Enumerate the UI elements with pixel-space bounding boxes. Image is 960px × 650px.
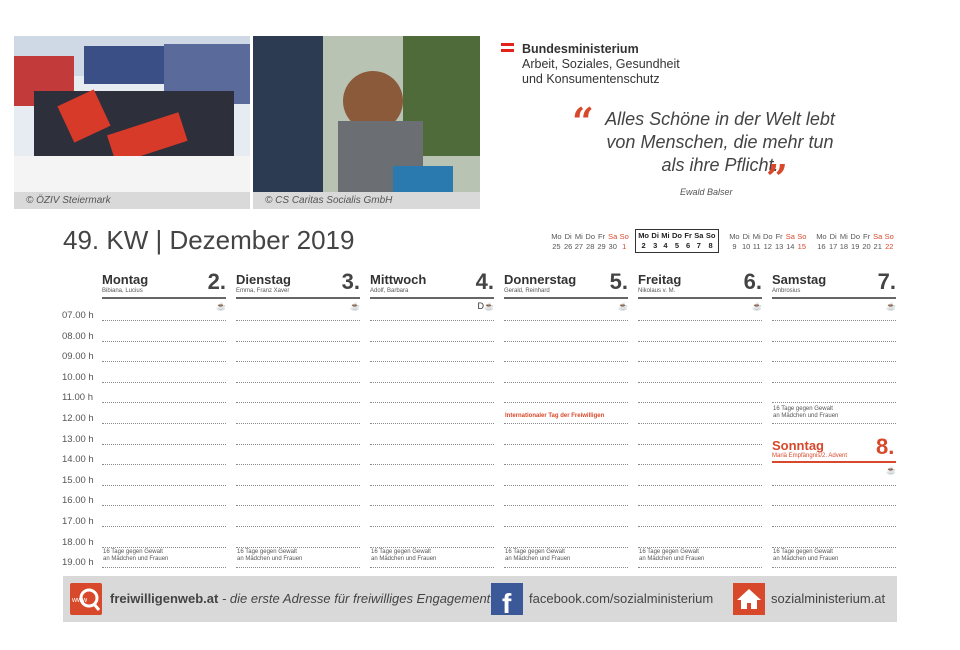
- time-slot[interactable]: [504, 361, 628, 362]
- time-slot[interactable]: [370, 464, 494, 465]
- time-slot[interactable]: [102, 505, 226, 506]
- time-slot[interactable]: [370, 567, 494, 568]
- time-slot[interactable]: [370, 361, 494, 362]
- time-slot[interactable]: [236, 423, 360, 424]
- campaign-note: 16 Tage gegen Gewalt an Mädchen und Frauen: [773, 549, 839, 562]
- time-slot[interactable]: [772, 402, 896, 403]
- campaign-note: 16 Tage gegen Gewalt an Mädchen und Frauen: [103, 549, 169, 562]
- day-number: 5.: [609, 269, 628, 294]
- time-slot[interactable]: [504, 320, 628, 321]
- day-name: Donnerstag: [504, 272, 577, 287]
- sunday-saint: Mariä Empfängnis/2. Advent: [772, 453, 848, 459]
- site1-brand: freiwilligenweb.at: [110, 591, 219, 606]
- time-slot[interactable]: [236, 547, 360, 548]
- day-underline: [504, 297, 628, 299]
- day-underline: [236, 297, 360, 299]
- time-slot[interactable]: [370, 382, 494, 383]
- svg-text:f: f: [502, 588, 512, 615]
- time-slot[interactable]: [772, 423, 896, 424]
- time-slot[interactable]: [504, 567, 628, 568]
- time-slot[interactable]: [370, 505, 494, 506]
- time-slot[interactable]: [504, 444, 628, 445]
- time-slot[interactable]: [638, 444, 762, 445]
- campaign-note: 16 Tage gegen Gewalt an Mädchen und Frauen: [237, 549, 303, 562]
- time-slot[interactable]: [772, 341, 896, 342]
- time-slot[interactable]: [102, 444, 226, 445]
- campaign-note-saturday: 16 Tage gegen Gewalt an Mädchen und Frauen: [773, 406, 839, 419]
- time-slot[interactable]: [236, 526, 360, 527]
- time-slot[interactable]: [772, 526, 896, 527]
- mini-calendar-current: Mo Di Mi Do Fr Sa So 2 3 4 5 6 7 8: [635, 229, 719, 253]
- time-slot[interactable]: [638, 485, 762, 486]
- sozialministerium-link[interactable]: sozialministerium.at: [771, 591, 886, 606]
- time-slot[interactable]: [102, 402, 226, 403]
- sunday-underline: [772, 461, 896, 463]
- day-name: Dienstag: [236, 272, 291, 287]
- time-slot[interactable]: [638, 423, 762, 424]
- day-number: 6.: [743, 269, 762, 294]
- hour-label: 11.00 h: [62, 392, 93, 403]
- time-slot[interactable]: [102, 341, 226, 342]
- day-underline: [772, 297, 896, 299]
- hour-label: 15.00 h: [62, 475, 94, 486]
- time-slot[interactable]: [638, 567, 762, 568]
- day-name: Samstag: [772, 272, 827, 287]
- time-slot[interactable]: [772, 547, 896, 548]
- coffee-icon: ☕: [752, 302, 762, 311]
- site1-tagline: - die erste Adresse für freiwilliges Engagement: [218, 591, 491, 606]
- time-slot[interactable]: [102, 485, 226, 486]
- day-underline: [102, 297, 226, 299]
- time-slot[interactable]: [370, 526, 494, 527]
- day-saints: Adolf, Barbara: [370, 288, 409, 294]
- time-slot[interactable]: [772, 485, 896, 486]
- photo-caption: © ÖZIV Steiermark: [14, 192, 250, 209]
- coffee-icon: ☕: [886, 302, 896, 311]
- volunteer-day-event: Internationaler Tag der Freiwilligen: [505, 413, 605, 419]
- time-slot[interactable]: [370, 444, 494, 445]
- time-slot[interactable]: [102, 423, 226, 424]
- time-slot[interactable]: [638, 361, 762, 362]
- hour-label: 07.00 h: [62, 310, 94, 321]
- logo-text: www: [72, 597, 88, 604]
- hour-label: 18.00 h: [62, 537, 94, 548]
- freiwilligenweb-logo-icon[interactable]: [70, 583, 102, 615]
- home-icon[interactable]: [733, 583, 765, 615]
- quote-open-mark: “: [572, 99, 594, 144]
- caritas-image: [253, 36, 480, 209]
- time-slot[interactable]: [504, 402, 628, 403]
- mini-calendar-next: Mo Di Mi Do Fr Sa So 9 10 11 12 13 14 15: [729, 232, 807, 251]
- day-saints: Bibiana, Lucius: [102, 288, 143, 294]
- time-slot[interactable]: [504, 526, 628, 527]
- time-slot[interactable]: [504, 547, 628, 548]
- quote-line1: Alles Schöne in der Welt lebt: [605, 109, 835, 129]
- week-title: 49. KW | Dezember 2019: [63, 225, 355, 255]
- time-slot[interactable]: [772, 505, 896, 506]
- facebook-icon[interactable]: [491, 583, 523, 615]
- time-slot[interactable]: [102, 382, 226, 383]
- photo-caritas: [253, 36, 480, 209]
- day-underline: [638, 297, 762, 299]
- time-slot[interactable]: [504, 423, 628, 424]
- ministry-line2: Arbeit, Soziales, Gesundheit: [522, 57, 680, 71]
- coffee-icon: ☕: [618, 302, 628, 311]
- mini-calendar-prev: Mo Di Mi Do Fr Sa So 25 26 27 28 29 30 1: [551, 232, 629, 251]
- time-slot[interactable]: [370, 485, 494, 486]
- time-slot[interactable]: [236, 382, 360, 383]
- time-slot[interactable]: [504, 485, 628, 486]
- day-saints: Gerald, Reinhard: [504, 288, 550, 294]
- day-number: 7.: [877, 269, 896, 294]
- time-slot[interactable]: [638, 547, 762, 548]
- time-slot[interactable]: [236, 361, 360, 362]
- time-slot[interactable]: [638, 402, 762, 403]
- time-slot[interactable]: [772, 361, 896, 362]
- time-slot[interactable]: [504, 382, 628, 383]
- time-slot[interactable]: [638, 464, 762, 465]
- time-slot[interactable]: [236, 320, 360, 321]
- day-saints: Emma, Franz Xaver: [236, 288, 290, 294]
- hour-label: 08.00 h: [62, 331, 94, 342]
- quote-author: Ewald Balser: [680, 187, 733, 197]
- quote-line3: als ihre Pflicht.: [661, 155, 779, 175]
- time-slot[interactable]: [370, 341, 494, 342]
- time-slot[interactable]: [504, 464, 628, 465]
- coffee-icon: ☕: [484, 302, 494, 311]
- time-slot[interactable]: [102, 526, 226, 527]
- hour-label: 16.00 h: [62, 495, 94, 506]
- quote-close-mark: ”: [766, 156, 788, 201]
- hour-label: 19.00 h: [62, 557, 94, 568]
- coffee-icon: ☕: [886, 466, 896, 475]
- time-slot[interactable]: [102, 464, 226, 465]
- freiwilligenweb-link[interactable]: [110, 591, 490, 606]
- time-slot[interactable]: [236, 505, 360, 506]
- quote-text: [570, 108, 870, 177]
- day-underline: [370, 297, 494, 299]
- time-slot[interactable]: [236, 567, 360, 568]
- ski-event-image: [14, 36, 250, 209]
- time-slot[interactable]: [370, 423, 494, 424]
- ministry-name: [500, 42, 680, 87]
- time-slot[interactable]: [638, 341, 762, 342]
- day-name: Freitag: [638, 272, 682, 287]
- coffee-icon: ☕: [350, 302, 360, 311]
- time-slot[interactable]: [638, 320, 762, 321]
- day-number: 2.: [207, 269, 226, 294]
- time-slot[interactable]: [236, 464, 360, 465]
- sunday-name: Sonntag: [772, 438, 824, 453]
- mini-calendar-next2: Mo Di Mi Do Fr Sa So 16 17 18 19 20 21 22: [816, 232, 894, 251]
- time-slot[interactable]: [236, 402, 360, 403]
- hour-label: 17.00 h: [62, 516, 94, 527]
- time-slot[interactable]: [102, 361, 226, 362]
- moon-phase-icon: D: [477, 301, 484, 311]
- day-number: 3.: [341, 269, 360, 294]
- time-slot[interactable]: [772, 382, 896, 383]
- campaign-note: 16 Tage gegen Gewalt an Mädchen und Frauen: [639, 549, 705, 562]
- time-slot[interactable]: [638, 505, 762, 506]
- ministry-line1: Bundesministerium: [522, 42, 639, 56]
- time-slot[interactable]: [102, 547, 226, 548]
- footer-bar: [63, 576, 897, 622]
- time-slot[interactable]: [236, 444, 360, 445]
- time-slot[interactable]: [772, 320, 896, 321]
- hour-label: 10.00 h: [62, 372, 94, 383]
- photo-caption: © CS Caritas Socialis GmbH: [253, 192, 480, 209]
- campaign-note: 16 Tage gegen Gewalt an Mädchen und Frauen: [505, 549, 571, 562]
- time-slot[interactable]: [772, 567, 896, 568]
- campaign-note: 16 Tage gegen Gewalt an Mädchen und Frauen: [371, 549, 437, 562]
- day-number: 4.: [475, 269, 494, 294]
- ministry-line3: und Konsumentenschutz: [522, 72, 660, 86]
- time-slot[interactable]: [638, 382, 762, 383]
- time-slot[interactable]: [370, 320, 494, 321]
- hour-label: 13.00 h: [62, 434, 94, 445]
- facebook-link[interactable]: facebook.com/sozialministerium: [529, 591, 714, 606]
- quote-line2: von Menschen, die mehr tun: [606, 132, 834, 152]
- hour-label: 14.00 h: [62, 454, 94, 465]
- day-saints: Ambrosius: [772, 288, 801, 294]
- day-name: Montag: [102, 272, 149, 287]
- hour-label: 12.00 h: [62, 413, 94, 424]
- time-slot[interactable]: [504, 505, 628, 506]
- sunday-number: 8.: [876, 434, 895, 459]
- hour-label: 09.00 h: [62, 351, 94, 362]
- time-slot[interactable]: [236, 485, 360, 486]
- time-slot[interactable]: [504, 341, 628, 342]
- coffee-icon: ☕: [216, 302, 226, 311]
- time-slot[interactable]: [102, 320, 226, 321]
- day-saints: Nikolaus v. M.: [638, 288, 676, 294]
- time-slot[interactable]: [236, 341, 360, 342]
- time-slot[interactable]: [370, 547, 494, 548]
- time-slot[interactable]: [638, 526, 762, 527]
- photo-ski-event: [14, 36, 250, 209]
- day-name: Mittwoch: [370, 272, 427, 287]
- time-slot[interactable]: [370, 402, 494, 403]
- time-slot[interactable]: [102, 567, 226, 568]
